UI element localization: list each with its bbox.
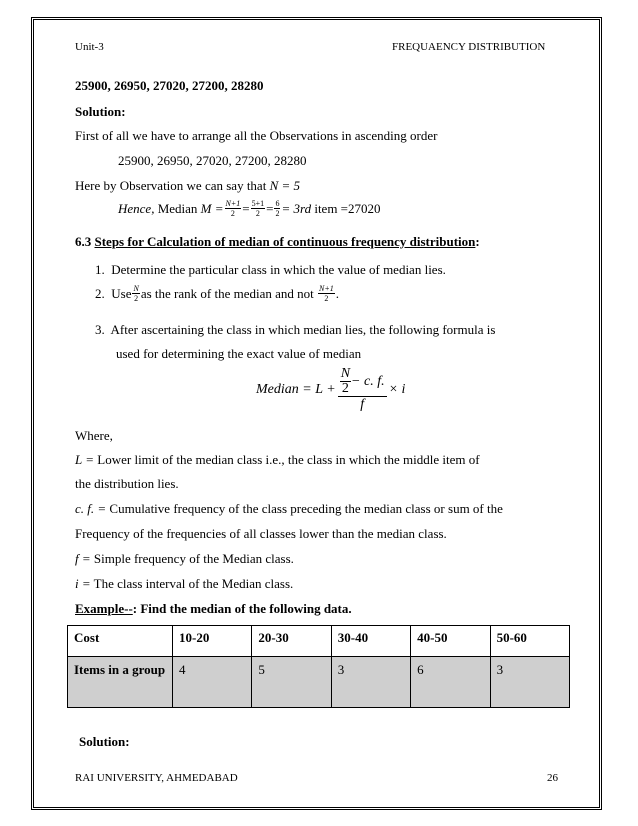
frac-num: N <box>340 366 351 381</box>
table-row-label: Items in a group <box>68 657 173 708</box>
step-number: 2. <box>95 285 105 301</box>
section-number: 6.3 <box>75 234 92 249</box>
def-L-continued: the distribution lies. <box>75 476 179 491</box>
data-table <box>67 625 570 708</box>
hence-word: Hence, <box>118 200 155 216</box>
step-text-pre: Use <box>111 285 132 301</box>
def-cf-continued: Frequency of the frequencies of all classes lower than the median class. <box>75 526 447 541</box>
table-header-cell: 30-40 <box>331 626 410 657</box>
observations-list: 25900, 26950, 27020, 27200, 28280 <box>75 78 264 93</box>
fraction-6-over-2 <box>274 199 280 218</box>
step-2 <box>95 284 339 303</box>
item-result: item =27020 <box>314 200 381 216</box>
def-i <box>75 576 293 592</box>
formula-denominator: f <box>360 397 365 412</box>
table-header-row <box>68 626 570 657</box>
frac-num: N <box>133 284 139 293</box>
def-symbol: f = <box>75 551 91 566</box>
table-cell: 6 <box>411 657 490 708</box>
median-word: Median <box>157 200 198 216</box>
median-formula <box>256 367 405 413</box>
observation-line <box>75 178 300 194</box>
def-text: Simple frequency of the Median class. <box>93 551 294 566</box>
table-header-cell: 40-50 <box>411 626 490 657</box>
example-text: : Find the median of the following data. <box>132 601 352 616</box>
header-unit: Unit-3 <box>75 41 104 53</box>
observation-text: Here by Observation we can say that <box>75 178 267 193</box>
table-header-cell: Cost <box>68 626 173 657</box>
fraction-5-plus-1-over-2 <box>251 199 266 218</box>
table-cell: 3 <box>490 657 569 708</box>
table-header-cell: 20-30 <box>252 626 331 657</box>
frac-num: N+1 <box>225 199 241 208</box>
def-text: The class interval of the Median class. <box>93 576 294 591</box>
table-header-cell: 50-60 <box>490 626 569 657</box>
section-colon: : <box>475 234 480 249</box>
step-number: 1. <box>95 262 105 277</box>
step-3 <box>95 322 495 338</box>
equals-sign: = <box>242 200 250 216</box>
equals-sign: = <box>266 200 274 216</box>
header-title: FREQUAENCY DISTRIBUTION <box>392 41 546 53</box>
where-label: Where, <box>75 428 113 443</box>
footer-page-number: 26 <box>547 772 558 784</box>
def-text: Cumulative frequency of the class preceding the median class or sum of the <box>109 501 503 516</box>
step-text-end: . <box>335 285 339 301</box>
def-symbol: L = <box>75 452 95 467</box>
frac-num: 6 <box>275 199 280 208</box>
frac-num: N+1 <box>318 284 334 293</box>
sorted-values: 25900, 26950, 27020, 27200, 28280 <box>118 153 307 168</box>
fraction-n-plus-1-over-2 <box>318 284 335 303</box>
fraction-n-plus-1-over-2 <box>225 199 242 218</box>
section-heading <box>75 234 480 250</box>
frac-den: 2 <box>275 209 280 218</box>
third-result: = 3rd <box>281 200 312 216</box>
step-text: After ascertaining the class in which median lies, the following formula is <box>110 322 496 337</box>
table-cell: 4 <box>173 657 252 708</box>
def-cf <box>75 501 503 517</box>
frac-den: 2 <box>255 209 260 218</box>
def-symbol: c. f. = <box>75 501 107 516</box>
n-equation: N = 5 <box>269 178 301 193</box>
example-label: Example-- <box>75 601 133 616</box>
table-header-cell: 10-20 <box>173 626 252 657</box>
table-row <box>68 657 570 708</box>
def-f <box>75 551 294 567</box>
frac-den: 2 <box>341 381 349 396</box>
step-number: 3. <box>95 322 105 337</box>
step-text: Determine the particular class in which the value of median lies. <box>111 262 446 277</box>
step-3-continued: used for determining the exact value of median <box>116 346 362 361</box>
frac-den: 2 <box>324 294 329 303</box>
m-equals: M = <box>200 200 224 216</box>
section-title: Steps for Calculation of median of continuous frequency distribution <box>94 234 476 249</box>
step-1 <box>95 262 446 278</box>
minus-cf: − c. f. <box>351 373 385 389</box>
footer-university: RAI UNIVERSITY, AHMEDABAD <box>75 772 238 784</box>
arrange-text: First of all we have to arrange all the Observations in ascending order <box>75 128 438 143</box>
frac-den: 2 <box>230 209 235 218</box>
table-cell: 3 <box>331 657 410 708</box>
formula-numerator <box>338 367 387 397</box>
step-text-mid: as the rank of the median and not <box>140 285 314 301</box>
example-heading <box>75 601 352 617</box>
n-over-2 <box>340 367 351 396</box>
frac-num: 5+1 <box>251 199 265 208</box>
times-i: × i <box>388 382 406 397</box>
frac-den: 2 <box>134 294 139 303</box>
solution-label: Solution: <box>75 104 126 119</box>
table-cell: 5 <box>252 657 331 708</box>
median-calculation <box>118 199 381 218</box>
formula-fraction <box>338 367 387 413</box>
solution-label-2: Solution: <box>79 734 130 749</box>
fraction-n-over-2 <box>132 284 139 303</box>
formula-lhs: Median = L + <box>256 382 336 397</box>
def-text: Lower limit of the median class i.e., the class in which the middle item of <box>97 452 480 467</box>
def-symbol: i = <box>75 576 91 591</box>
def-L <box>75 452 480 468</box>
